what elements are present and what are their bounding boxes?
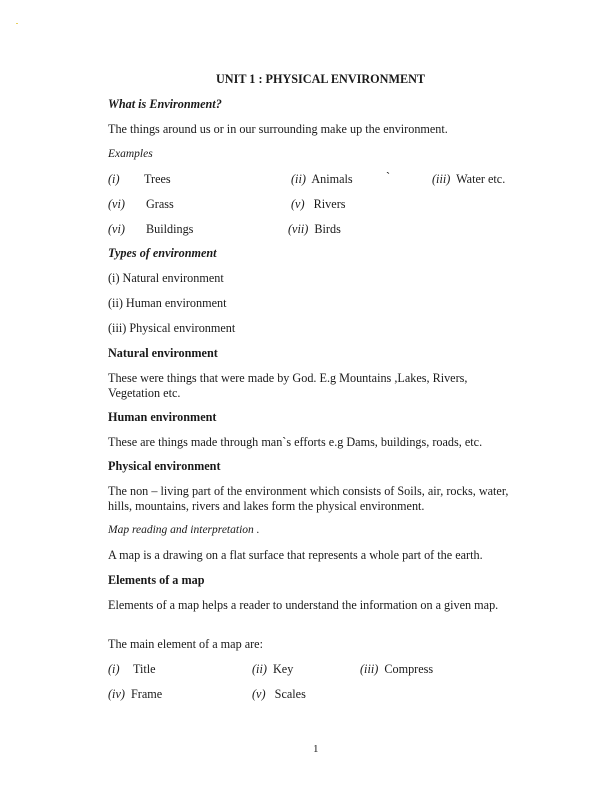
element-item: (iii) Compress [360,662,434,676]
human-text: These are things made through man`s efforts e.g Dams, buildings, roads, etc. [108,435,483,449]
heading-human-environment: Human environment [108,410,217,424]
heading-elements-of-map: Elements of a map [108,573,205,587]
example-item: (ii) Animals [291,172,353,186]
heading-types-of-environment: Types of environment [108,246,217,260]
type-item: (iii) Physical environment [108,321,236,335]
heading-physical-environment: Physical environment [108,459,221,473]
example-item: (vi) [108,222,125,236]
elements-text: Elements of a map helps a reader to understand the information on a given map. [108,598,499,612]
example-item: (iii) Water etc. [432,172,506,186]
element-item: (iv) Frame [108,687,163,701]
page-title: UNIT 1 : PHYSICAL ENVIRONMENT [216,72,426,86]
page-number: 1 [313,743,319,755]
element-label: Title [133,662,156,676]
example-item: (vi) [108,197,125,211]
scan-artifact [16,23,18,24]
elements-intro: The main element of a map are: [108,637,263,651]
examples-label: Examples [108,148,153,160]
example-item: (vii) Birds [288,222,341,236]
example-label: Grass [146,197,174,211]
type-item: (i) Natural environment [108,271,224,285]
map-text: A map is a drawing on a flat surface that represents a whole part of the earth. [108,548,483,562]
example-label: Trees [144,172,171,186]
element-item: (v) Scales [252,687,306,701]
heading-map-reading: Map reading and interpretation . [108,524,260,536]
example-item: (v) Rivers [291,197,346,211]
type-item: (ii) Human environment [108,296,227,310]
physical-text: The non – living part of the environment which consists of Soils, air, rocks, water, hills, mountains, rivers and lakes form the physical environment. [108,484,509,513]
example-label: Buildings [146,222,194,236]
natural-text: These were things that were made by God. E.g Mountains ,Lakes, Rivers, Vegetation etc. [108,371,468,400]
heading-natural-environment: Natural environment [108,346,218,360]
heading-what-is-environment: What is Environment? [108,97,222,111]
element-item: (ii) Key [252,662,294,676]
stray-mark: ` [386,170,391,184]
example-item: (i) [108,172,120,186]
definition-text: The things around us or in our surrounding make up the environment. [108,122,448,136]
element-item: (i) [108,662,120,676]
